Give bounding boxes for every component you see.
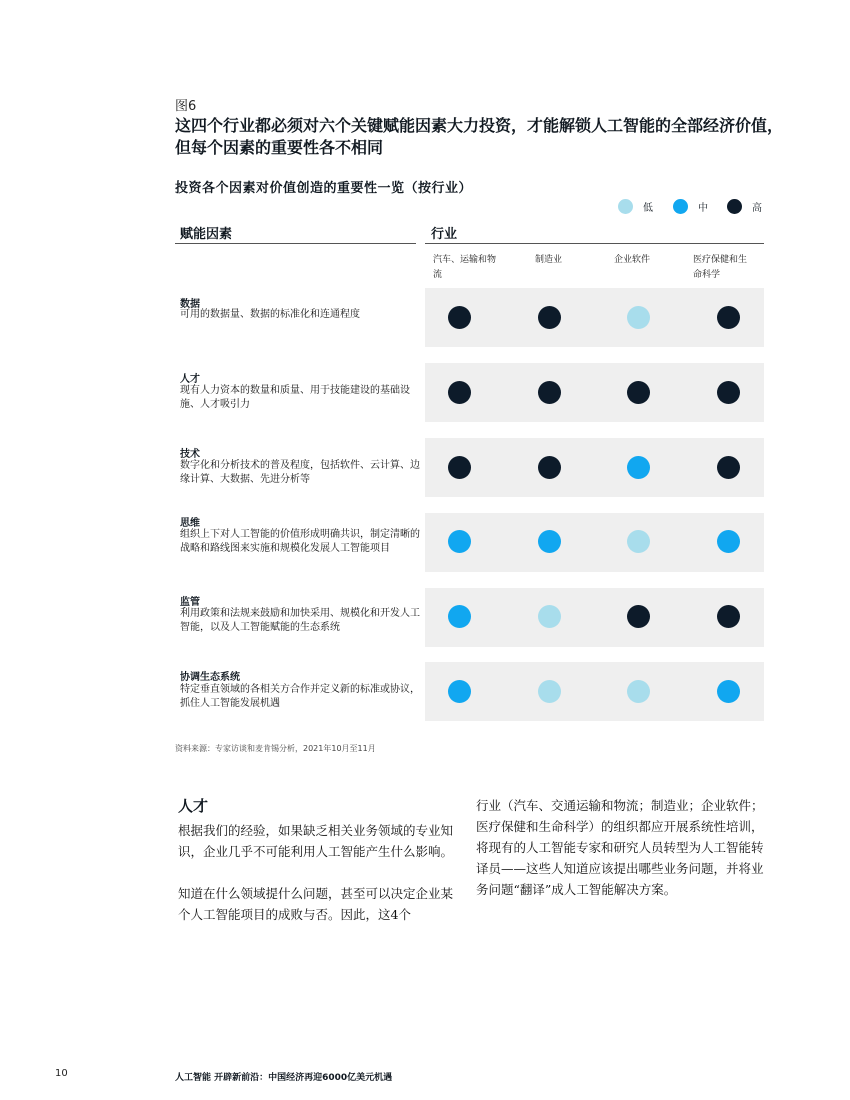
factor-description: 可用的数据量、数据的标准化和连通程度 (180, 309, 360, 320)
legend-low-label: 低 (643, 203, 653, 214)
rating-dot (627, 605, 650, 628)
legend-medium-dot (673, 199, 688, 214)
rating-dot (717, 605, 740, 628)
factors-header: 赋能因素 (180, 227, 233, 242)
page-number: 10 (55, 1068, 68, 1079)
row-band (425, 662, 764, 721)
section-heading: 人才 (178, 797, 209, 815)
figure-label: 图6 (175, 99, 197, 114)
legend-medium-label: 中 (698, 203, 708, 214)
factor-name: 技术 (180, 449, 200, 460)
industry-column-3: 企业软件 (614, 255, 651, 265)
legend-low (618, 199, 653, 214)
rating-dot (717, 530, 740, 553)
rating-dot (538, 680, 561, 703)
row-band (425, 288, 764, 347)
factor-name: 协调生态系统 (180, 672, 240, 683)
row-band (425, 438, 764, 497)
rating-dot (448, 456, 471, 479)
rating-dot (717, 381, 740, 404)
rating-dot (448, 605, 471, 628)
legend-high (727, 199, 762, 214)
body-paragraph-1: 根据我们的经验，如果缺乏相关业务领域的专业知识，企业几乎不可能利用人工智能产生什么影响。 (178, 823, 454, 859)
factor-description: 特定垂直领域的各相关方合作并定义新的标准或协议，抓住人工智能发展机遇 (180, 684, 420, 709)
industry-column-2: 制造业 (535, 255, 563, 265)
figure-title: 这四个行业都必须对六个关键赋能因素大力投资，才能解锁人工智能的全部经济价值，但每个因素的重要性各不相同 (175, 116, 784, 157)
row-band (425, 513, 764, 572)
figure-subtitle: 投资各个因素对价值创造的重要性一览（按行业） (175, 181, 473, 196)
factor-description: 利用政策和法规来鼓励和加快采用、规模化和开发人工智能，以及人工智能赋能的生态系统 (180, 608, 420, 633)
row-band (425, 363, 764, 422)
industry-column-1: 汽车、运输和物流 (433, 255, 497, 280)
industry-header: 行业 (431, 227, 458, 242)
legend-high-dot (727, 199, 742, 214)
rating-dot (448, 306, 471, 329)
rating-dot (717, 680, 740, 703)
rating-dot (717, 456, 740, 479)
body-paragraph-3: 行业（汽车、交通运输和物流；制造业；企业软件；医疗保健和生命科学）的组织都应开展系统性培训，将现有的人工智能专家和研究人员转型为人工智能转译员——这些人知道应该提出哪些业务问题，并将业务问题“翻译”成人工智能解决方案。 (476, 798, 764, 897)
industry-column-4: 医疗保健和生命科学 (693, 255, 748, 280)
rating-dot (448, 530, 471, 553)
factors-header-rule (175, 243, 416, 244)
rating-dot (627, 381, 650, 404)
row-band (425, 588, 764, 647)
factor-name: 监管 (180, 597, 200, 608)
factor-description: 组织上下对人工智能的价值形成明确共识，制定清晰的战略和路线图来实施和规模化发展人工智能项目 (180, 529, 420, 554)
factor-description: 数字化和分析技术的普及程度，包括软件、云计算、边缘计算、大数据、先进分析等 (180, 460, 420, 485)
legend-medium (673, 199, 708, 214)
rating-dot (448, 381, 471, 404)
legend-high-label: 高 (752, 203, 762, 214)
rating-dot (538, 530, 561, 553)
rating-dot (627, 530, 650, 553)
rating-dot (538, 456, 561, 479)
footer-title: 人工智能 开辟新前沿：中国经济再迎6000亿美元机遇 (175, 1073, 393, 1083)
source-note: 资料来源：专家访谈和麦肯锡分析，2021年10月至11月 (175, 744, 376, 753)
rating-dot (538, 605, 561, 628)
factor-name: 人才 (180, 374, 200, 385)
rating-dot (627, 306, 650, 329)
body-paragraph-2: 知道在什么领域提什么问题，甚至可以决定企业某个人工智能项目的成败与否。因此，这4个 (178, 886, 454, 922)
rating-dot (627, 456, 650, 479)
industry-header-rule (425, 243, 764, 244)
factor-name: 数据 (180, 299, 200, 310)
legend-low-dot (618, 199, 633, 214)
factor-description: 现有人力资本的数量和质量、用于技能建设的基础设施、人才吸引力 (180, 385, 410, 410)
rating-dot (717, 306, 740, 329)
factor-name: 思维 (180, 518, 200, 529)
rating-dot (448, 680, 471, 703)
rating-dot (627, 680, 650, 703)
rating-dot (538, 306, 561, 329)
rating-dot (538, 381, 561, 404)
